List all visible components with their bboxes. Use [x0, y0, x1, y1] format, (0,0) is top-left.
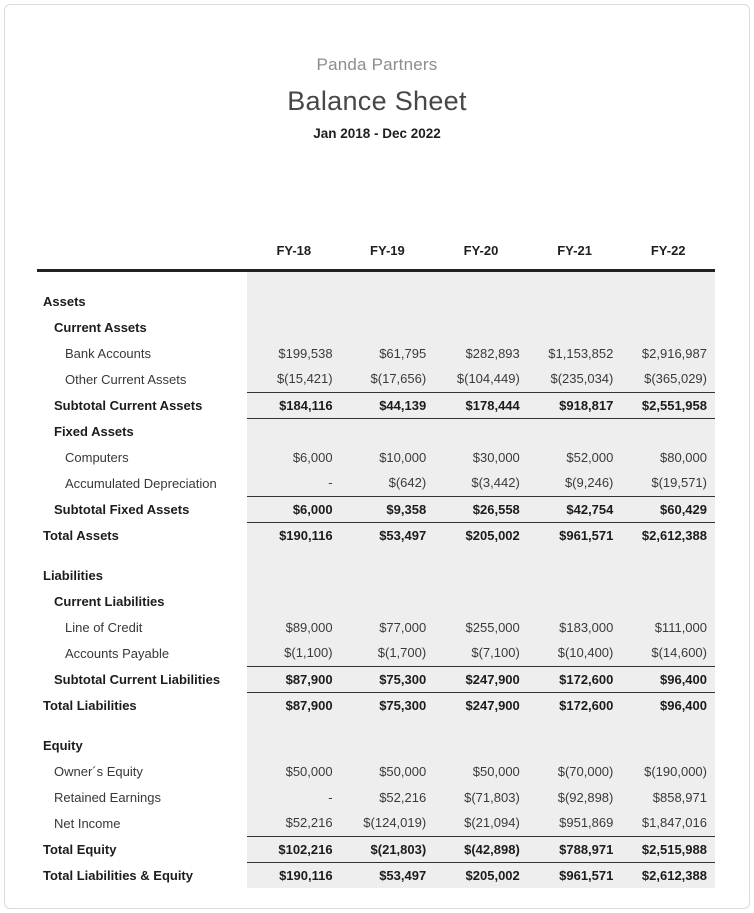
- cell-value: [528, 418, 622, 444]
- cell-value: [434, 288, 528, 314]
- cell-value: $9,358: [341, 496, 435, 522]
- cell-value: $52,216: [247, 810, 341, 836]
- cell-value: $205,002: [434, 862, 528, 888]
- table-row: [37, 418, 715, 444]
- cell-value: $(1,100): [247, 640, 341, 666]
- cell-value: $44,139: [341, 392, 435, 418]
- cell-value: $282,893: [434, 340, 528, 366]
- cell-value: $80,000: [621, 444, 715, 470]
- cell-value: $247,900: [434, 692, 528, 718]
- table-row: [37, 614, 715, 640]
- cell-value: $50,000: [341, 758, 435, 784]
- cell-value: $(7,100): [434, 640, 528, 666]
- row-label: Line of Credit: [37, 614, 247, 640]
- table-row: [37, 640, 715, 666]
- cell-value: $(21,803): [341, 836, 435, 862]
- cell-value: $75,300: [341, 666, 435, 692]
- leading-spacer-row: [37, 270, 715, 288]
- row-label: Total Assets: [37, 522, 247, 548]
- cell-value: [434, 314, 528, 340]
- cell-value: $1,153,852: [528, 340, 622, 366]
- cell-value: [341, 314, 435, 340]
- cell-value: $75,300: [341, 692, 435, 718]
- cell-value: [341, 562, 435, 588]
- column-header-fy18: FY-18: [247, 233, 341, 270]
- table-row: [37, 810, 715, 836]
- cell-value: [247, 288, 341, 314]
- row-label: Computers: [37, 444, 247, 470]
- cell-value: [528, 314, 622, 340]
- row-label: Net Income: [37, 810, 247, 836]
- column-header-fy21: FY-21: [528, 233, 622, 270]
- cell-value: $26,558: [434, 496, 528, 522]
- cell-value: $111,000: [621, 614, 715, 640]
- column-header-fy22: FY-22: [621, 233, 715, 270]
- report-page: [4, 4, 750, 909]
- cell-value: $961,571: [528, 522, 622, 548]
- cell-value: $(21,094): [434, 810, 528, 836]
- row-label: Retained Earnings: [37, 784, 247, 810]
- table-row: [37, 522, 715, 548]
- row-label: Fixed Assets: [37, 418, 247, 444]
- cell-value: $2,551,958: [621, 392, 715, 418]
- row-label: Assets: [37, 288, 247, 314]
- table-row: [37, 288, 715, 314]
- cell-value: $50,000: [247, 758, 341, 784]
- cell-value: $102,216: [247, 836, 341, 862]
- cell-value: $183,000: [528, 614, 622, 640]
- row-label: Owner´s Equity: [37, 758, 247, 784]
- cell-value: $89,000: [247, 614, 341, 640]
- cell-value: $190,116: [247, 522, 341, 548]
- table-row: [37, 692, 715, 718]
- row-label: Liabilities: [37, 562, 247, 588]
- cell-value: [528, 562, 622, 588]
- cell-value: $199,538: [247, 340, 341, 366]
- row-label: Subtotal Fixed Assets: [37, 496, 247, 522]
- cell-value: $50,000: [434, 758, 528, 784]
- row-label: Current Assets: [37, 314, 247, 340]
- report-header: [5, 55, 749, 141]
- report-period: Jan 2018 - Dec 2022: [313, 126, 441, 141]
- cell-value: [621, 562, 715, 588]
- cell-value: $1,847,016: [621, 810, 715, 836]
- cell-value: $(3,442): [434, 470, 528, 496]
- cell-value: $30,000: [434, 444, 528, 470]
- column-header-row: [37, 233, 715, 270]
- cell-value: $2,515,988: [621, 836, 715, 862]
- cell-value: $(71,803): [434, 784, 528, 810]
- cell-value: [434, 418, 528, 444]
- cell-value: [528, 288, 622, 314]
- cell-value: $42,754: [528, 496, 622, 522]
- column-header-fy20: FY-20: [434, 233, 528, 270]
- cell-value: $172,600: [528, 666, 622, 692]
- cell-value: $96,400: [621, 692, 715, 718]
- cell-value: $53,497: [341, 862, 435, 888]
- cell-value: $(14,600): [621, 640, 715, 666]
- cell-value: $52,216: [341, 784, 435, 810]
- row-label: Current Liabilities: [37, 588, 247, 614]
- column-header-fy19: FY-19: [341, 233, 435, 270]
- cell-value: $(15,421): [247, 366, 341, 392]
- table-row: [37, 340, 715, 366]
- row-label: Accumulated Depreciation: [37, 470, 247, 496]
- cell-value: $(70,000): [528, 758, 622, 784]
- cell-value: [621, 588, 715, 614]
- cell-value: [341, 588, 435, 614]
- cell-value: [434, 562, 528, 588]
- cell-value: $77,000: [341, 614, 435, 640]
- cell-value: $(1,700): [341, 640, 435, 666]
- row-label: Other Current Assets: [37, 366, 247, 392]
- table-row: [37, 758, 715, 784]
- cell-value: $961,571: [528, 862, 622, 888]
- row-label: Total Liabilities & Equity: [37, 862, 247, 888]
- cell-value: [621, 288, 715, 314]
- cell-value: [247, 588, 341, 614]
- table-row: [37, 496, 715, 522]
- table-row: [37, 444, 715, 470]
- cell-value: [528, 588, 622, 614]
- cell-value: $87,900: [247, 666, 341, 692]
- cell-value: $61,795: [341, 340, 435, 366]
- cell-value: $96,400: [621, 666, 715, 692]
- row-label: Bank Accounts: [37, 340, 247, 366]
- balance-sheet-table: [37, 233, 715, 888]
- row-label: Accounts Payable: [37, 640, 247, 666]
- label-column-header: [37, 233, 247, 270]
- cell-value: $2,612,388: [621, 522, 715, 548]
- cell-value: $184,116: [247, 392, 341, 418]
- table-row: [37, 862, 715, 888]
- cell-value: $190,116: [247, 862, 341, 888]
- cell-value: $60,429: [621, 496, 715, 522]
- cell-value: $255,000: [434, 614, 528, 640]
- balance-sheet-body: [37, 270, 715, 888]
- cell-value: $2,916,987: [621, 340, 715, 366]
- cell-value: $(235,034): [528, 366, 622, 392]
- cell-value: [341, 732, 435, 758]
- cell-value: [621, 418, 715, 444]
- cell-value: $53,497: [341, 522, 435, 548]
- row-label: Total Equity: [37, 836, 247, 862]
- cell-value: $(9,246): [528, 470, 622, 496]
- cell-value: $951,869: [528, 810, 622, 836]
- cell-value: $87,900: [247, 692, 341, 718]
- row-label: Equity: [37, 732, 247, 758]
- table-row: [37, 392, 715, 418]
- section-spacer-row: [37, 548, 715, 562]
- cell-value: -: [247, 470, 341, 496]
- cell-value: [621, 314, 715, 340]
- table-row: [37, 470, 715, 496]
- cell-value: -: [247, 784, 341, 810]
- cell-value: $172,600: [528, 692, 622, 718]
- cell-value: $(92,898): [528, 784, 622, 810]
- table-row: [37, 314, 715, 340]
- cell-value: $(10,400): [528, 640, 622, 666]
- cell-value: $(642): [341, 470, 435, 496]
- cell-value: $205,002: [434, 522, 528, 548]
- cell-value: $858,971: [621, 784, 715, 810]
- cell-value: $(190,000): [621, 758, 715, 784]
- cell-value: [247, 732, 341, 758]
- cell-value: $10,000: [341, 444, 435, 470]
- cell-value: $(19,571): [621, 470, 715, 496]
- cell-value: [247, 314, 341, 340]
- table-row: [37, 562, 715, 588]
- cell-value: $788,971: [528, 836, 622, 862]
- table-row: [37, 366, 715, 392]
- cell-value: $52,000: [528, 444, 622, 470]
- table-row: [37, 732, 715, 758]
- cell-value: [434, 732, 528, 758]
- cell-value: [247, 562, 341, 588]
- cell-value: $6,000: [247, 444, 341, 470]
- cell-value: $247,900: [434, 666, 528, 692]
- cell-value: $918,817: [528, 392, 622, 418]
- company-name: Panda Partners: [316, 55, 438, 74]
- table-row: [37, 836, 715, 862]
- cell-value: [247, 418, 341, 444]
- cell-value: $6,000: [247, 496, 341, 522]
- row-label: Subtotal Current Liabilities: [37, 666, 247, 692]
- cell-value: [341, 288, 435, 314]
- cell-value: [621, 732, 715, 758]
- cell-value: $(17,656): [341, 366, 435, 392]
- cell-value: $(42,898): [434, 836, 528, 862]
- table-row: [37, 784, 715, 810]
- cell-value: $(124,019): [341, 810, 435, 836]
- table-row: [37, 588, 715, 614]
- report-title: Balance Sheet: [287, 86, 467, 116]
- cell-value: $(104,449): [434, 366, 528, 392]
- cell-value: $2,612,388: [621, 862, 715, 888]
- row-label: Total Liabilities: [37, 692, 247, 718]
- cell-value: [528, 732, 622, 758]
- row-label: Subtotal Current Assets: [37, 392, 247, 418]
- section-spacer-row: [37, 718, 715, 732]
- cell-value: $(365,029): [621, 366, 715, 392]
- cell-value: [434, 588, 528, 614]
- cell-value: $178,444: [434, 392, 528, 418]
- table-row: [37, 666, 715, 692]
- cell-value: [341, 418, 435, 444]
